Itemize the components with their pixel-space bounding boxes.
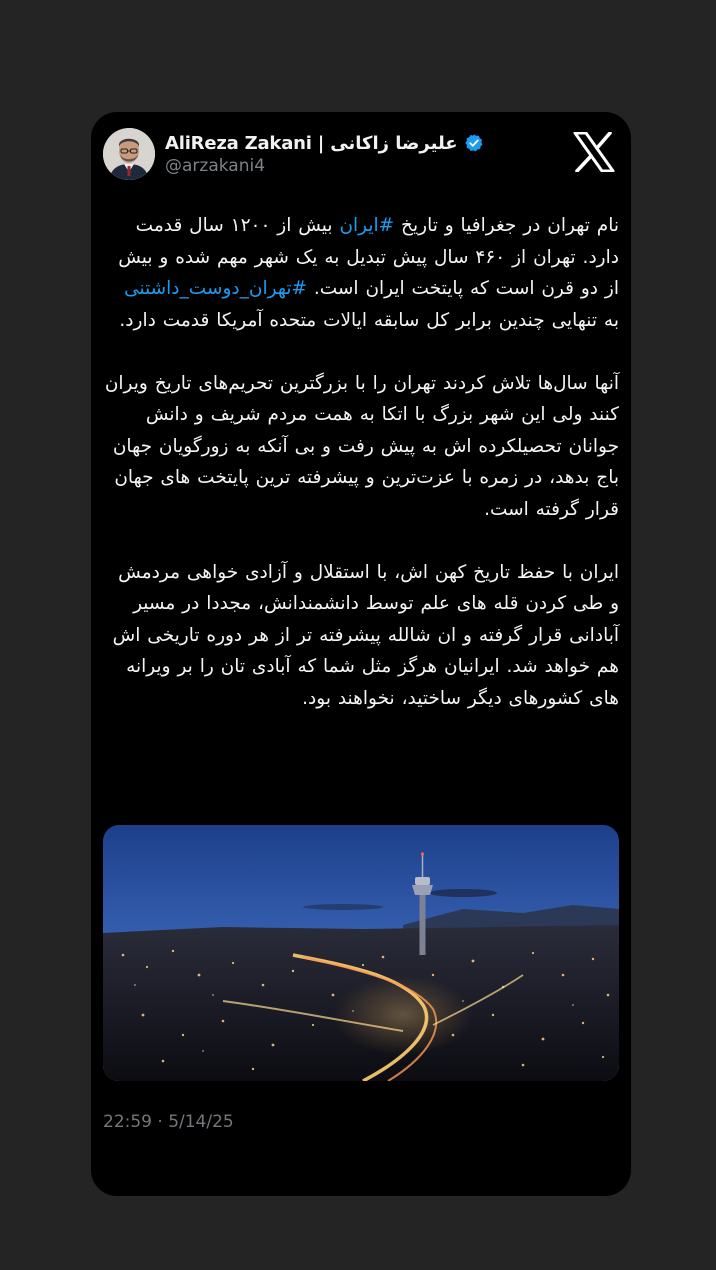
tehran-night-skyline-image — [103, 825, 619, 1081]
avatar[interactable] — [103, 128, 155, 180]
verified-badge-icon — [464, 133, 484, 153]
hashtag-link-iran[interactable]: #ایران — [339, 215, 395, 236]
tweet-photo[interactable] — [103, 825, 619, 1081]
author-handle[interactable]: @arzakani4 — [165, 156, 266, 176]
author-name-row[interactable] — [165, 130, 484, 156]
hashtag-link-lovely-tehran[interactable]: #تهران_دوست_داشتنی — [124, 278, 307, 299]
tweet-paragraph-2: آنها سال‌ها تلاش کردند تهران را با بزرگترین تحریم‌های تاریخ ویران کنند ولی این شهر بزرگ با اتکا به همت مردم شریف و دانش جوانان تحصیلکرده اش به پیش رفت و بی آنکه به زورگویان جهان باج بدهد، در زمره با عزت‌ترین و پیشرفته ترین پایتخت های جهان قرار گرفته است. — [104, 372, 619, 520]
tweet-body — [103, 210, 619, 746]
tweet-timestamp[interactable]: 22:59 · 5/14/25 — [103, 1112, 234, 1132]
avatar-image — [103, 128, 155, 180]
tweet-card — [91, 112, 631, 1196]
display-name[interactable]: AliReza Zakani | علیرضا زاکانی — [165, 132, 458, 154]
x-logo-icon[interactable] — [573, 132, 615, 172]
tweet-paragraph-1 — [103, 210, 619, 336]
tweet-paragraph-3: ایران با حفظ تاریخ کهن اش، با استقلال و آزادی خواهی مردمش و طی کردن قله های علم توسط دانشمندانش، مجددا در مسیر آبادانی قرار گرفته و ان شالله پیشرفته تر از هر دوره تاریخی اش هم خواهد شد. ایرانیان هرگز مثل شما که آبادی تان را بر ویرانه های کشورهای دیگر ساختید، نخواهند بود. — [112, 561, 619, 709]
paragraph-1-text-b: بیش از ۱۲۰۰ سال قدمت دارد. تهران از ۴۶۰ سال پیش تبدیل به یک شهر مهم شده و بیش از دو قرن است که پایتخت ایران است. — [118, 215, 619, 299]
paragraph-1-text-a: نام تهران در جغرافیا و تاریخ — [394, 215, 619, 236]
paragraph-1-text-c: به تنهایی چندین برابر کل سابقه ایالات متحده آمریکا قدمت دارد. — [119, 309, 619, 331]
